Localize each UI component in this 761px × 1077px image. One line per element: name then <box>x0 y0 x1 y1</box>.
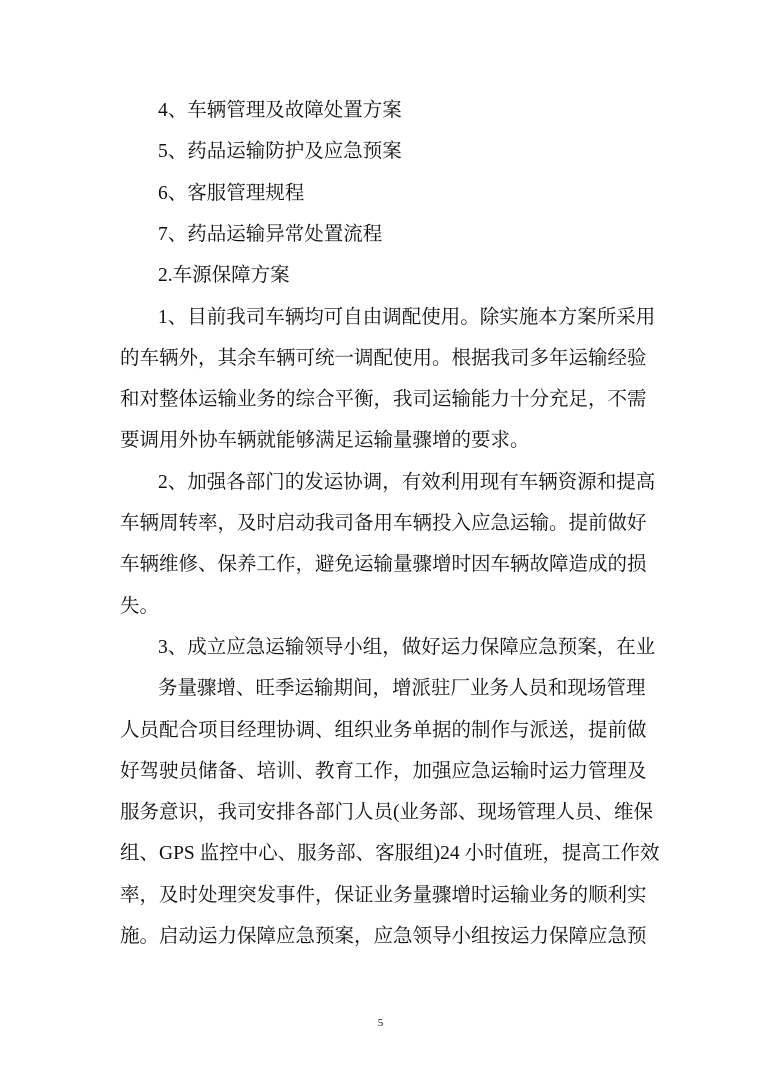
text-line: 失。 <box>120 595 160 617</box>
text-line: 5、药品运输防护及应急预案 <box>158 141 402 163</box>
text-line: 务量骤增、旺季运输期间，增派驻厂业务人员和现场管理 <box>158 678 646 700</box>
text-line: 4、车辆管理及故障处置方案 <box>158 100 402 121</box>
text-line: 车辆维修、保养工作，避免运输量骤增时因车辆故障造成的损 <box>120 554 647 576</box>
text-line: 3、成立应急运输领导小组，做好运力保障应急预案，在业 <box>158 636 656 658</box>
text-line: 服务意识，我司安排各部门人员(业务部、现场管理人员、维保 <box>120 802 653 824</box>
text-line: 要调用外协车辆就能够满足运输量骤增的要求。 <box>120 430 530 452</box>
text-line: 的车辆外，其余车辆可统一调配使用。根据我司多年运输经验 <box>120 347 647 369</box>
page-number: 5 <box>377 1017 384 1029</box>
text-line: 好驾驶员储备、培训、教育工作，加强应急运输时运力管理及 <box>120 760 647 782</box>
text-line: 7、药品运输异常处置流程 <box>158 223 383 245</box>
text-line: 2.车源保障方案 <box>158 265 290 287</box>
text-line: 施。启动运力保障应急预案，应急领导小组按运力保障应急预 <box>120 926 647 947</box>
text-line: 和对整体运输业务的综合平衡，我司运输能力十分充足，不需 <box>120 389 647 411</box>
text-line: 车辆周转率，及时启动我司备用车辆投入应急运输。提前做好 <box>120 513 647 534</box>
text-line: 1、目前我司车辆均可自由调配使用。除实施本方案所采用 <box>158 306 656 328</box>
text-line: 人员配合项目经理协调、组织业务单据的制作与派送，提前做 <box>120 719 647 741</box>
text-line: 6、客服管理规程 <box>158 182 305 204</box>
text-line: 2、加强各部门的发运协调，有效利用现有车辆资源和提高 <box>158 471 656 493</box>
text-line: 率，及时处理突发事件，保证业务量骤增时运输业务的顺利实 <box>120 884 647 906</box>
text-line: 组、GPS 监控中心、服务部、客服组)24 小时值班，提高工作效 <box>120 843 660 865</box>
